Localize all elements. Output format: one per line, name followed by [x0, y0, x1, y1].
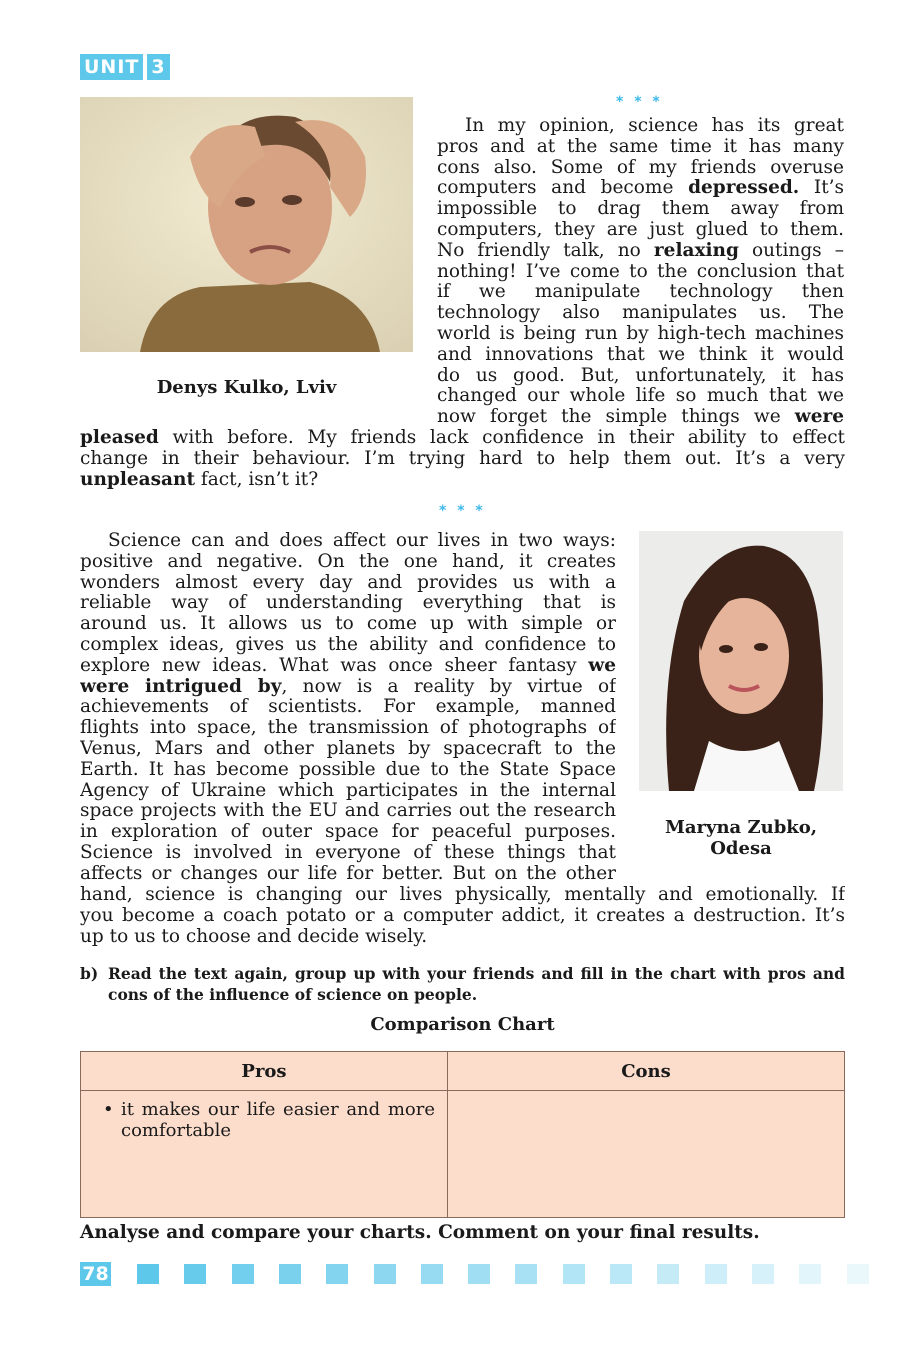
- photo-maryna-zubko: [639, 531, 843, 791]
- text-line: explore new ideas. What was once sheer fantasy we: [80, 655, 616, 676]
- text-line: positive and negative. On the one hand, it creates: [80, 551, 616, 572]
- footer-square: [421, 1264, 443, 1284]
- text-line: you become a coach potato or a computer addict, it creates a destruction. It’s: [80, 905, 845, 926]
- caption-denys-kulko: Denys Kulko, Lviv: [156, 377, 337, 398]
- cons-cell[interactable]: [448, 1091, 845, 1218]
- essay-1-full-text: [80, 428, 845, 490]
- cons-header: Cons: [448, 1052, 845, 1091]
- footer-square: [279, 1264, 301, 1284]
- essay-2-full-text: [80, 885, 845, 947]
- text-line: achievements of scientists. For example, manned: [80, 697, 616, 718]
- text-line: space projects with the EU and carries out the research: [80, 801, 616, 822]
- footer-square: [752, 1264, 774, 1284]
- text-line: Venus, Mars and other planets by spacecraft to the: [80, 738, 616, 759]
- comparison-chart: [80, 1051, 845, 1218]
- caption-city: Odesa: [710, 838, 772, 859]
- section-divider-stars: * * *: [439, 503, 486, 519]
- footer-square: [563, 1264, 585, 1284]
- footer-square: [847, 1264, 869, 1284]
- text-line: unpleasant fact, isn’t it?: [80, 469, 319, 490]
- text-line: nothing! I’ve come to the conclusion that: [437, 261, 844, 282]
- text-line: hand, science is changing our lives physically, mentally and emotionally. If: [80, 885, 845, 905]
- text-line: pros and at the same time it has many: [437, 136, 844, 157]
- text-line: flights into space, the transmission of photographs of: [80, 718, 616, 739]
- text-line: change in their behaviour. I’m trying hard to help them out. It’s a very: [80, 448, 845, 469]
- text-line: and innovations that we think it would: [437, 344, 844, 365]
- text-line: world is being run by high-tech machines: [437, 323, 844, 344]
- footer-square: [610, 1264, 632, 1284]
- section-divider-stars: * * *: [616, 94, 663, 110]
- text-line: around us. It allows us to come up with simple or: [80, 614, 616, 635]
- final-instruction: Analyse and compare your charts. Comment on your final results.: [80, 1222, 760, 1243]
- text-line: changed our whole life so much that we: [437, 386, 844, 407]
- text-line: computers, they are just glued to them.: [437, 219, 844, 240]
- text-line: now forget the simple things we were: [437, 407, 844, 428]
- text-line: Science is involved in everyone of these things that: [80, 842, 616, 863]
- text-line: No friendly talk, no relaxing outings –: [437, 240, 844, 261]
- photo-denys-kulko: [80, 97, 413, 352]
- text-line: up to us to choose and decide wisely.: [80, 926, 428, 947]
- pros-header: Pros: [81, 1052, 448, 1091]
- text-line: if we manipulate technology then: [437, 282, 844, 303]
- text-line: In my opinion, science has its great: [465, 116, 844, 136]
- unit-badge: [80, 54, 170, 80]
- footer-square: [184, 1264, 206, 1284]
- essay-2-column-text: [80, 531, 616, 885]
- text-line: Earth. It has become possible due to the State Space: [80, 759, 616, 780]
- text-line: computers and become depressed. It’s: [437, 178, 844, 199]
- footer-square: [657, 1264, 679, 1284]
- pros-item: • it makes our life easier and more comfortable: [121, 1099, 435, 1141]
- essay-1-column-text: [437, 116, 844, 428]
- task-text: Read the text again, group up with your friends and fill in the chart with pros and cons of the influence of science on people.: [108, 964, 845, 1004]
- text-line: do us good. But, unfortunately, it has: [437, 365, 844, 386]
- caption-name: Maryna Zubko,: [664, 817, 818, 838]
- footer-square: [137, 1264, 159, 1284]
- task-instruction: [80, 963, 845, 1005]
- text-line: cons also. Some of my friends overuse: [437, 157, 844, 178]
- footer-square: [515, 1264, 537, 1284]
- text-line: pleased with before. My friends lack confidence in their ability to effect: [80, 428, 845, 448]
- text-line: wonders almost every day and provides us with a: [80, 572, 616, 593]
- footer-square: [374, 1264, 396, 1284]
- page-number: 78: [80, 1262, 111, 1286]
- footer-square: [326, 1264, 348, 1284]
- text-line: in exploration of outer space for peaceful purposes.: [80, 822, 616, 843]
- footer-square: [468, 1264, 490, 1284]
- text-line: impossible to drag them away from: [437, 199, 844, 220]
- unit-label: UNIT: [80, 54, 143, 80]
- task-label: b): [80, 964, 99, 983]
- text-line: were intrigued by, now is a reality by virtue of: [80, 676, 616, 697]
- text-line: reliable way of understanding everything that is: [80, 593, 616, 614]
- text-line: affects or changes our life for better. But on the other: [80, 863, 616, 884]
- caption-maryna-zubko: [639, 817, 843, 859]
- text-line: Science can and does affect our lives in two ways:: [108, 531, 616, 551]
- unit-number: 3: [147, 54, 169, 80]
- footer-square: [232, 1264, 254, 1284]
- text-line: technology also manipulates us. The: [437, 303, 844, 324]
- text-line: complex ideas, gives us the ability and confidence to: [80, 634, 616, 655]
- pros-cell[interactable]: [81, 1091, 448, 1218]
- footer-square: [799, 1264, 821, 1284]
- text-line: Agency of Ukraine which participates in the internal: [80, 780, 616, 801]
- comparison-chart-title: Comparison Chart: [370, 1014, 555, 1035]
- footer-square: [705, 1264, 727, 1284]
